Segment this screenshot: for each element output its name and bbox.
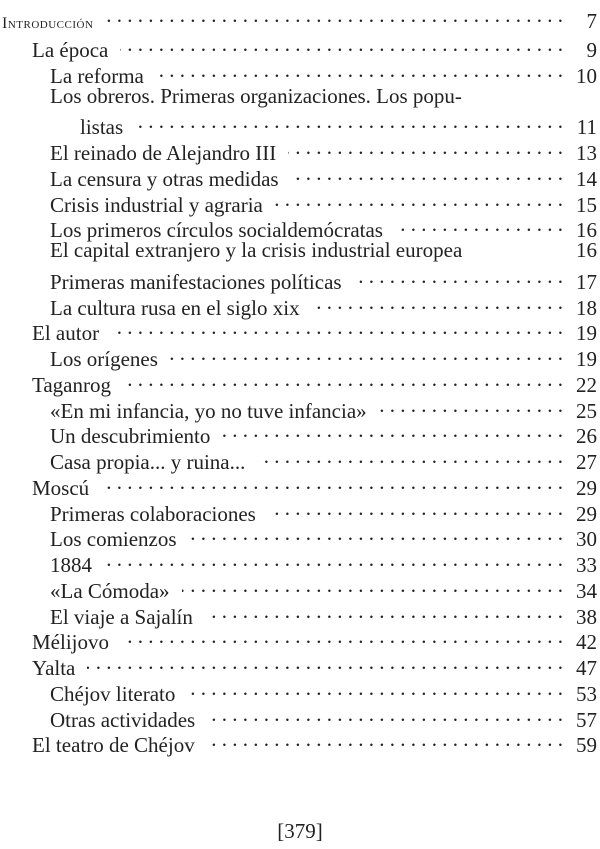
toc-entry-page: 11 xyxy=(576,115,597,140)
toc-entry-title: El autor xyxy=(32,321,100,346)
dot-leader xyxy=(104,546,563,572)
toc-entry-page: 27 xyxy=(576,450,597,474)
toc-entry-title: Primeras manifestaciones políticas xyxy=(50,269,342,294)
toc-entry-page: 29 xyxy=(576,475,597,500)
toc-entry xyxy=(0,57,597,88)
toc-entry xyxy=(0,572,597,603)
toc-entry-page: 38 xyxy=(576,604,597,629)
toc-entry-title: Crisis industrial y agraria xyxy=(50,192,263,217)
toc-entry-title: 1884 xyxy=(50,553,92,577)
toc-entry xyxy=(0,237,597,263)
toc-entry-page: 7 xyxy=(586,9,597,33)
toc-entry-title: El capital extranjero y la crisis industrial europea xyxy=(50,238,463,262)
toc-entry-title: Mélijovo xyxy=(32,630,109,655)
toc-entry-page: 53 xyxy=(576,681,597,706)
toc-entry xyxy=(0,701,597,732)
dot-leader xyxy=(101,469,563,495)
toc-entry-page: 22 xyxy=(576,372,597,397)
toc-entry xyxy=(0,546,597,577)
dot-leader xyxy=(312,289,563,315)
toc-entry-title: Los orígenes xyxy=(50,347,158,371)
toc-entry-page: 16 xyxy=(576,218,597,243)
toc-entry xyxy=(0,340,597,371)
toc-entry-page: 33 xyxy=(576,553,597,577)
toc-entry-page: 25 xyxy=(576,398,597,423)
toc-entry xyxy=(0,469,597,500)
toc-entry xyxy=(0,211,597,243)
toc-entry xyxy=(0,2,597,33)
toc-entry-page: 30 xyxy=(576,527,597,552)
toc-entry-title: Taganrog xyxy=(32,372,111,397)
dot-leader xyxy=(222,417,563,443)
toc-entry-title: El teatro de Chéjov xyxy=(32,733,195,758)
dot-leader xyxy=(257,443,563,469)
dot-leader xyxy=(120,31,563,57)
page-number: [379] xyxy=(277,819,323,843)
toc-entry-page: 19 xyxy=(576,321,597,346)
toc-entry xyxy=(0,495,597,526)
toc-entry-title: La época xyxy=(32,38,109,62)
toc-entry-title: Los comienzos xyxy=(50,527,177,552)
toc-entry-title: Primeras colaboraciones xyxy=(50,501,256,526)
dot-leader xyxy=(182,572,563,598)
dot-leader xyxy=(189,520,563,546)
toc-entry-page: 34 xyxy=(576,578,597,603)
toc-entry-page: 15 xyxy=(576,192,597,217)
toc-entry-page: 18 xyxy=(576,295,597,320)
dot-leader xyxy=(207,701,563,727)
toc-entry-title: La reforma xyxy=(50,63,144,88)
toc-entry-page: 19 xyxy=(576,347,597,371)
toc-entry-page: 14 xyxy=(576,166,597,191)
toc-entry xyxy=(0,649,597,680)
dot-leader xyxy=(275,186,563,212)
toc-entry-title: Casa propia... y ruina... xyxy=(50,450,246,474)
toc-entry xyxy=(0,726,597,758)
toc-entry-title: El reinado de Alejandro III xyxy=(50,141,277,165)
toc-entry xyxy=(0,598,597,629)
toc-entry xyxy=(0,417,597,449)
toc-entry xyxy=(0,623,597,655)
dot-leader xyxy=(379,392,563,418)
toc-entry-page: 29 xyxy=(576,501,597,526)
toc-entry-title: Chéjov literato xyxy=(50,681,176,706)
dot-leader xyxy=(288,134,563,160)
toc-entry-page: 42 xyxy=(576,630,597,655)
toc-entry xyxy=(0,520,597,552)
toc-entry xyxy=(0,31,597,62)
toc-entry xyxy=(0,134,597,165)
dot-leader xyxy=(121,623,563,649)
toc-entry-page: 57 xyxy=(576,707,597,732)
dot-leader xyxy=(156,57,563,83)
toc-entry-title: Un descubrimiento xyxy=(50,424,211,449)
toc-entry-title: Moscú xyxy=(32,475,90,500)
dot-leader xyxy=(354,263,563,289)
toc-entry-title: listas xyxy=(80,115,124,140)
toc-entry xyxy=(0,160,597,191)
toc-entry-page: 17 xyxy=(576,269,597,294)
toc-entry-title: Los obreros. Primeras organizaciones. Los popu- xyxy=(50,83,462,108)
toc-entry-page: 13 xyxy=(576,141,597,165)
toc-entry xyxy=(0,675,597,706)
toc-entry-title: La cultura rusa en el siglo xix xyxy=(50,295,300,320)
toc-entry-title: Otras actividades xyxy=(50,707,196,732)
dot-leader xyxy=(291,160,563,186)
toc-entry-page: 59 xyxy=(576,733,597,758)
toc-entry-page: 9 xyxy=(586,38,597,62)
toc-entry xyxy=(0,263,597,294)
dot-leader xyxy=(105,2,563,28)
toc-entry xyxy=(0,289,597,320)
dot-leader xyxy=(268,495,563,521)
toc-entry-title: Yalta xyxy=(32,656,76,680)
toc-entry-page: 16 xyxy=(576,238,597,262)
toc-entry-title: La censura y otras medidas xyxy=(50,166,279,191)
toc-entry xyxy=(0,366,597,397)
toc-entry xyxy=(0,83,597,109)
toc-entry-title: «La Cómoda» xyxy=(50,578,170,603)
toc-entry xyxy=(0,186,597,217)
toc-entry xyxy=(0,443,597,474)
toc-entry-page: 47 xyxy=(576,656,597,680)
toc-entry-title: «En mi infancia, yo no tuve infancia» xyxy=(50,398,367,423)
dot-leader xyxy=(207,726,563,752)
dot-leader xyxy=(87,649,563,675)
toc-entry xyxy=(0,108,597,140)
toc-entry xyxy=(0,392,597,423)
toc-entry-page: 10 xyxy=(576,63,597,88)
toc-entry-title: Los primeros círculos socialdemócratas xyxy=(50,218,383,243)
dot-leader xyxy=(111,314,563,340)
toc-entry-title: Introducción xyxy=(2,15,94,32)
dot-leader xyxy=(123,366,563,392)
toc-entry xyxy=(0,314,597,346)
dot-leader xyxy=(395,211,563,237)
dot-leader xyxy=(205,598,563,624)
dot-leader xyxy=(170,340,563,366)
toc-entry-title: El viaje a Sajalín xyxy=(50,604,193,629)
dot-leader xyxy=(187,675,563,701)
dot-leader xyxy=(135,108,563,134)
toc-entry-page: 26 xyxy=(576,424,597,449)
